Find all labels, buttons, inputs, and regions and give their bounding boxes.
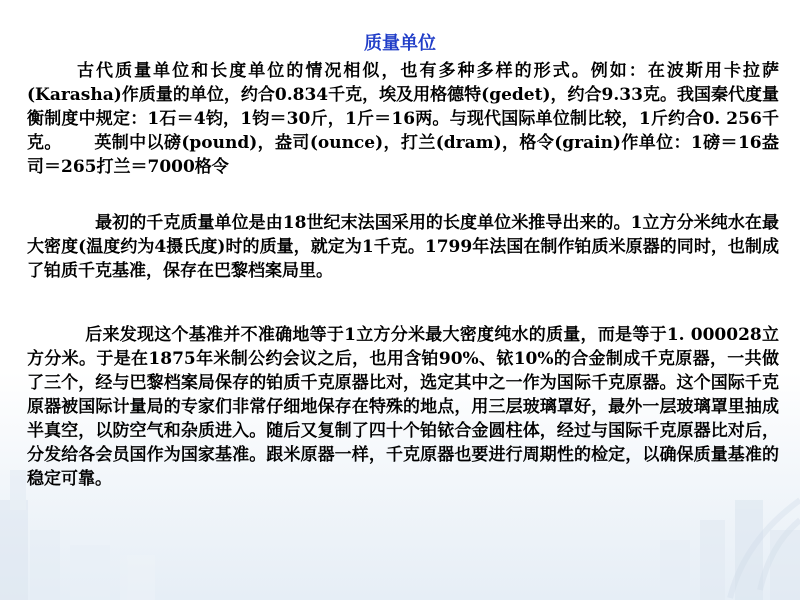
slide-title: 质量单位 xyxy=(364,33,436,54)
paragraph-kilogram-origin xyxy=(27,211,779,283)
paragraph-international-prototype xyxy=(27,323,779,491)
paragraph-text: 古代质量单位和长度单位的情况相似，也有多种多样的形式。例如：在波斯用卡拉萨(Karasha)作质量的单位，约合0.834千克，埃及用格德特(gedet)，约合9.33克。我国秦代度量衡制度中规定：1石＝4钧，1钧＝30斤，1斤＝16两。与现代国际单位制比较，1斤约合0. 256千克。 英制中以磅(pound)，盎司(ounce)，打兰(dram)，格令(grain)作单位：1磅＝16盎司＝265打兰＝7000格令 xyxy=(27,61,779,177)
paragraph-text: 最初的千克质量单位是由18世纪末法国采用的长度单位米推导出来的。1立方分米纯水在最大密度(温度约为4摄氏度)时的质量，就定为1千克。1799年法国在制作铂质米原器的同时，也制成了铂质千克基准，保存在巴黎档案局里。 xyxy=(27,213,779,281)
paragraph-text: 后来发现这个基准并不准确地等于1立方分米最大密度纯水的质量，而是等于1. 000028立方分米。于是在1875年米制公约会议之后，也用含铂90%、铱10%的合金制成千克原器，一共做了三个，经与巴黎档案局保存的铂质千克原器比对，选定其中之一作为国际千克原器。这个国际千克原器被国际计量局的专家们非常仔细地保存在特殊的地点，用三层玻璃罩好，最外一层玻璃罩里抽成半真空，以防空气和杂质进入。随后又复制了四十个铂铱合金圆柱体，经过与国际千克原器比对后，分发给各会员国作为国家基准。跟米原器一样，千克原器也要进行周期性的检定，以确保质量基准的稳定可靠。 xyxy=(27,325,779,489)
paragraph-ancient-units xyxy=(27,59,779,179)
